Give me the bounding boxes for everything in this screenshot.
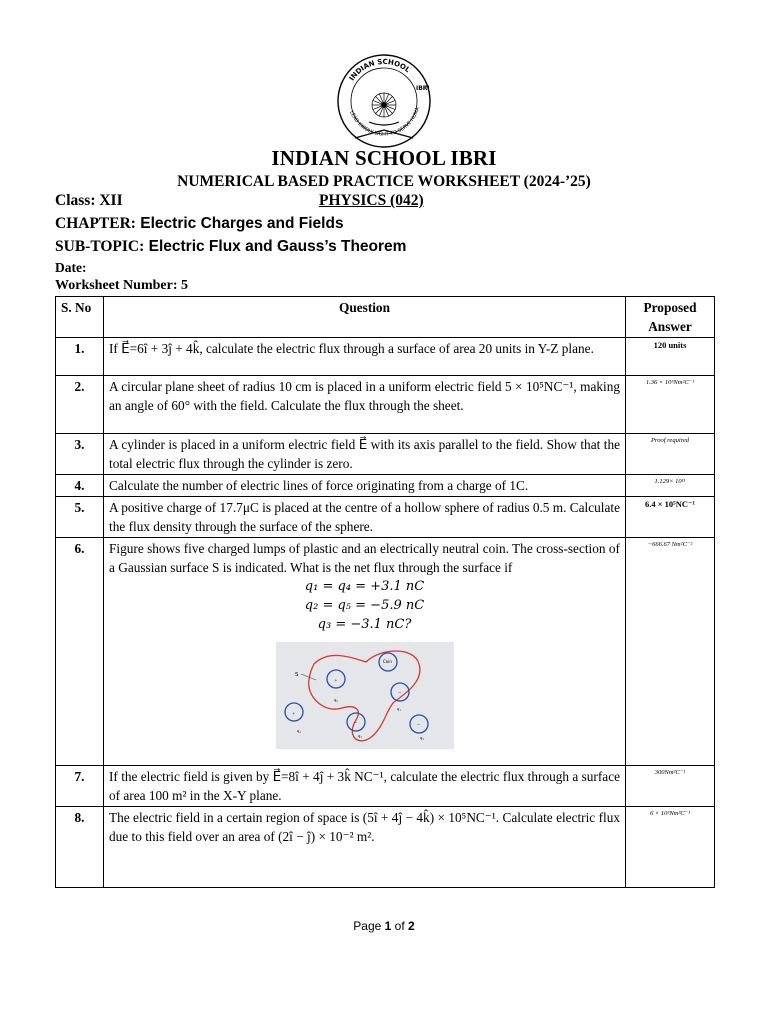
charge-q5-sign: −: [416, 722, 420, 728]
logo-top-text: INDIAN SCHOOL: [347, 57, 412, 83]
row-sno: 3.: [56, 434, 104, 475]
row-sno: 1.: [56, 338, 104, 376]
charge-equation-1: q₁ = q₄ = +3.1 nC: [304, 579, 425, 594]
worksheet-title: NUMERICAL BASED PRACTICE WORKSHEET (2024-’25): [177, 173, 591, 190]
row-answer: 1.129× 10¹¹: [626, 475, 715, 497]
row-sno: 6.: [56, 538, 104, 766]
header-answer: Proposed Answer: [626, 297, 715, 338]
logo-right-text: IBRI: [416, 85, 430, 92]
subtopic-line: [55, 238, 406, 256]
row-answer: −666.67 Nm²C⁻²: [626, 538, 715, 766]
row-answer: Proof required: [626, 434, 715, 475]
table-row: [56, 376, 715, 434]
row-answer: 1.36 × 10³Nm²C⁻¹: [626, 376, 715, 434]
table-row: [56, 338, 715, 376]
charge-q3-sign: −: [353, 720, 357, 726]
footer-middle: of: [391, 919, 409, 933]
table-row: [56, 766, 715, 807]
row-question: Calculate the number of electric lines of force originating from a charge of 1C.: [104, 475, 626, 497]
charge-equation-3: q₃ = −3.1 nC?: [317, 617, 412, 632]
footer-prefix: Page: [353, 919, 385, 933]
table-row: [56, 807, 715, 888]
question-table: [55, 296, 715, 888]
table-header-row: [56, 297, 715, 338]
subtopic-value: Electric Flux and Gauss’s Theorem: [148, 238, 407, 255]
chapter-line: [55, 215, 344, 233]
coin-label: Coin: [382, 659, 392, 664]
row-answer: 6 × 10³Nm²C⁻¹: [626, 807, 715, 888]
school-logo: [333, 50, 435, 152]
charge-q2-label: q₂: [333, 697, 338, 702]
row-question: If E⃗=6î + 3ĵ + 4k̂, calculate the electric flux through a surface of area 20 units in Y-Z plane.: [104, 338, 626, 376]
row-question: A circular plane sheet of radius 10 cm is placed in a uniform electric field 5 × 10⁵NC⁻¹, making an angle of 60° with the field. Calculate the flux through the sheet.: [104, 376, 626, 434]
logo-motto: LEAD KINDLY LIGHT TO SERVE HUMA: [348, 106, 422, 138]
row-answer: 6.4 × 10⁵NC⁻¹: [626, 497, 715, 538]
surface-label: S: [294, 672, 298, 678]
row-sno: 7.: [56, 766, 104, 807]
row-question: The electric field in a certain region of space is (5î + 4ĵ − 4k̂) × 10⁵NC⁻¹. Calculate electric flux due to this field over an area of (2î − ĵ) × 10⁻² m².: [104, 807, 626, 888]
row-question: Figure shows five charged lumps of plastic and an electrically neutral coin. The cross-section of a Gaussian surface S is indicated. What is the net flux through the surface if: [109, 541, 620, 575]
row-question: A cylinder is placed in a uniform electric field E⃗ with its axis parallel to the field. Show that the total electric flux through the cylinder is zero.: [104, 434, 626, 475]
table-row: [56, 497, 715, 538]
row-question-cell: [104, 538, 626, 766]
page-footer: [0, 919, 768, 933]
current-page: 1: [384, 919, 392, 933]
row-sno: 4.: [56, 475, 104, 497]
row-answer: 120 units: [626, 338, 715, 376]
charge-q1-label: q₁: [396, 706, 401, 711]
charge-q3-label: q₃: [357, 733, 362, 738]
table-row: [56, 475, 715, 497]
charge-q4-label: q₄: [296, 728, 301, 733]
charge-q5-label: q₅: [419, 735, 424, 740]
row-sno: 5.: [56, 497, 104, 538]
charge-q4-sign: +: [291, 712, 295, 717]
row-sno: 2.: [56, 376, 104, 434]
subtopic-key: SUB-TOPIC:: [55, 238, 145, 255]
row-question: A positive charge of 17.7μC is placed at the centre of a hollow sphere of radius 0.5 m. Calculate the flux density through the surface of the sphere.: [104, 497, 626, 538]
total-pages: 2: [408, 919, 415, 933]
worksheet-number: Worksheet Number: 5: [55, 278, 188, 293]
table-row: [56, 538, 715, 766]
wheel-icon: [372, 93, 396, 117]
chapter-key: CHAPTER:: [55, 215, 136, 232]
table-row: [56, 434, 715, 475]
subject-code: PHYSICS (042): [319, 192, 424, 209]
header-sno: S. No: [56, 297, 104, 338]
class-label: Class: XII: [55, 192, 123, 209]
date-label: Date:: [55, 260, 87, 275]
row-sno: 8.: [56, 807, 104, 888]
charge-q1-sign: −: [397, 690, 401, 696]
row-question: If the electric field is given by E⃗=8î + 4ĵ + 3k̂ NC⁻¹, calculate the electric flux through a surface of area 100 m² in the X-Y plane.: [104, 766, 626, 807]
figure-background: [276, 642, 454, 749]
chapter-value: Electric Charges and Fields: [140, 215, 344, 232]
header-question: Question: [104, 297, 626, 338]
charge-q2-sign: +: [334, 679, 337, 684]
school-name: INDIAN SCHOOL IBRI: [271, 146, 497, 170]
charge-equation-2: q₂ = q₅ = −5.9 nC: [304, 598, 425, 613]
row-answer: 300Nm²C⁻¹: [626, 766, 715, 807]
gaussian-surface-figure: [276, 642, 454, 749]
